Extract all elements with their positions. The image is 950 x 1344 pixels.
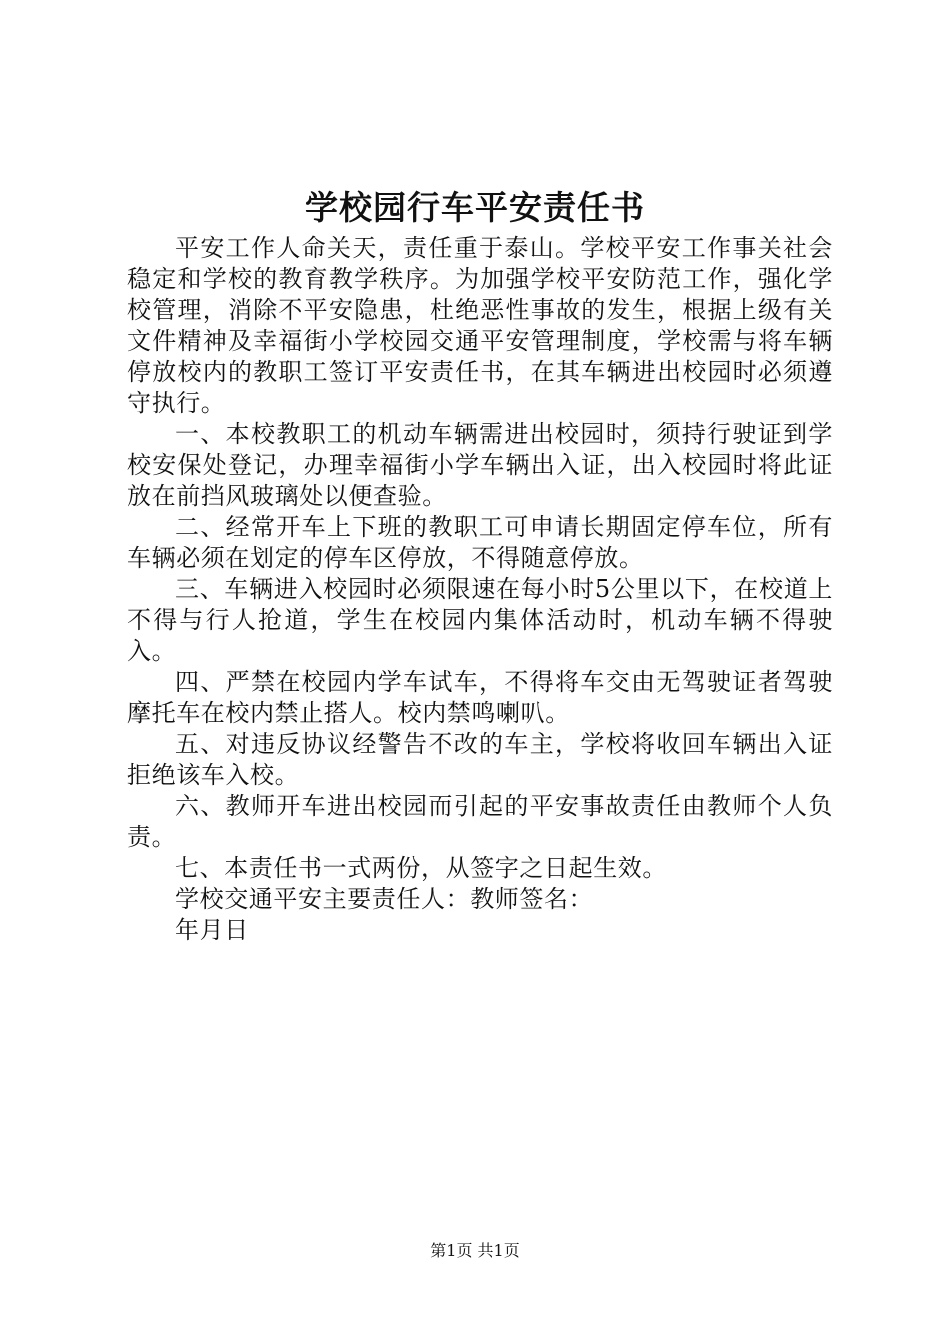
clause-3-paragraph: 三、车辆进入校园时必须限速在每小时5公里以下，在校道上不得与行人抢道，学生在校园内集体活动时，机动车辆不得驶入。 (127, 575, 833, 665)
document-title: 学校园行车平安责任书 (305, 188, 645, 227)
clause-7-paragraph: 七、本责任书一式两份，从签字之日起生效。 (175, 854, 667, 882)
clause-5-paragraph: 五、对违反协议经警告不改的车主，学校将收回车辆出入证拒绝该车入校。 (127, 730, 833, 789)
clause-6-paragraph: 六、教师开车进出校园而引起的平安事故责任由教师个人负责。 (127, 792, 833, 851)
clause-1-paragraph: 一、本校教职工的机动车辆需进出校园时，须持行驶证到学校安保处登记，办理幸福街小学车辆出入证，出入校园时将此证放在前挡风玻璃处以便查验。 (127, 420, 833, 510)
date-line: 年月日 (175, 916, 249, 944)
document-body (127, 233, 833, 946)
clause-2-paragraph: 二、经常开车上下班的教职工可申请长期固定停车位，所有车辆必须在划定的停车区停放，不得随意停放。 (127, 513, 833, 572)
signature-line: 学校交通平安主要责任人：教师签名： (175, 885, 594, 913)
clause-4-paragraph: 四、严禁在校园内学车试车，不得将车交由无驾驶证者驾驶摩托车在校内禁止搭人。校内禁鸣喇叭。 (127, 668, 833, 727)
intro-paragraph: 平安工作人命关天，责任重于泰山。学校平安工作事关社会稳定和学校的教育教学秩序。为加强学校平安防范工作，强化学校管理，消除不平安隐患，杜绝恶性事故的发生，根据上级有关文件精神及幸福街小学校园交通平安管理制度，学校需与将车辆停放校内的教职工签订平安责任书，在其车辆进出校园时必须遵守执行。 (127, 234, 833, 417)
page-footer: 第1页 共1页 (430, 1241, 520, 1260)
